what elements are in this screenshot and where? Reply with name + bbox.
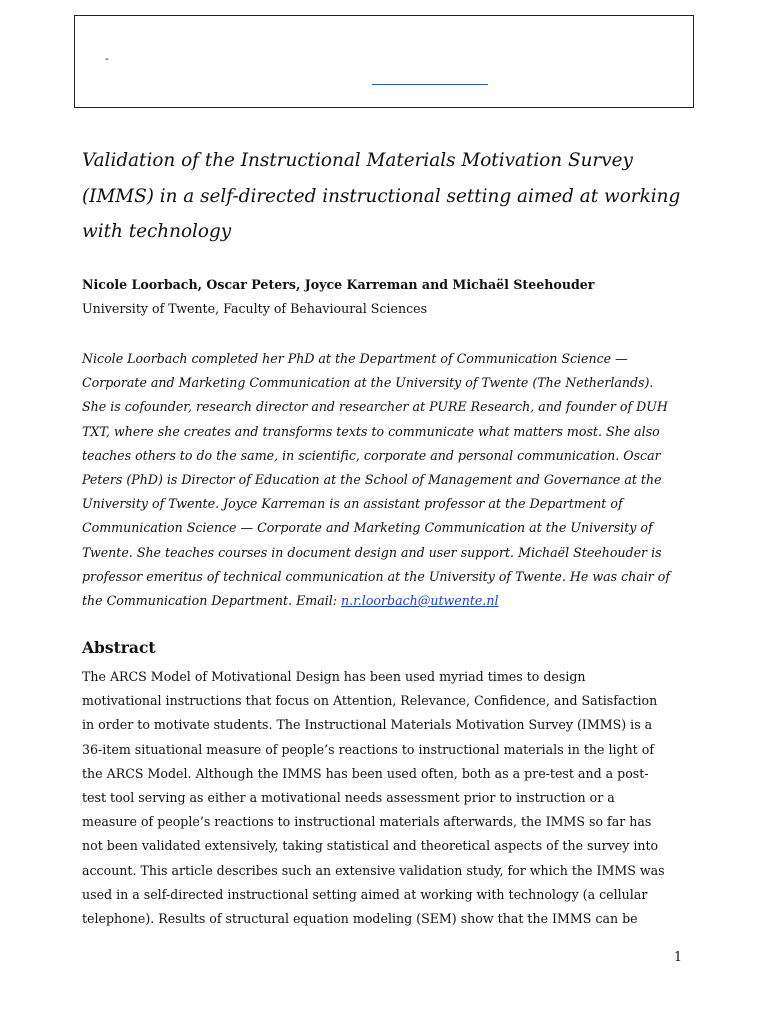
bio-line: teaches others to do the same, in scientific, corporate and personal communication. Oscar — [82, 447, 661, 463]
bio-line: University of Twente. Joyce Karreman is an assistant professor at the Department of — [82, 496, 623, 512]
bio-line: Twente. She teaches courses in document design and user support. Michaël Steehouder is — [82, 544, 662, 560]
abstract-line: the ARCS Model. Although the IMMS has been used often, both as a pre-test and a post- — [82, 765, 649, 781]
bio-email-prefix: the Communication Department. Email: — [82, 592, 342, 608]
abstract-heading: Abstract — [82, 638, 156, 657]
author-bio — [82, 347, 682, 613]
abstract-line: 36-item situational measure of people’s reactions to instructional materials in the light of — [82, 741, 654, 757]
paper-title: Validation of the Instructional Materials Motivation Survey (IMMS) in a self-directed instructional setting aimed at working with technology — [82, 150, 681, 242]
abstract-line: not been validated extensively, taking statistical and theoretical aspects of the survey into — [82, 838, 659, 854]
abstract-body — [82, 665, 687, 931]
header-box — [74, 15, 694, 108]
email-link[interactable]: n.r.loorbach@utwente.nl — [341, 592, 499, 608]
bio-line: She is cofounder, research director and researcher at PURE Research, and founder of DUH — [82, 399, 668, 415]
bio-line: TXT, where she creates and transforms texts to communicate what matters most. She also — [82, 423, 660, 439]
bio-line: Nicole Loorbach completed her PhD at the Department of Communication Science — — [82, 351, 628, 366]
abstract-line: used in a self-directed instructional setting aimed at working with technology (a cellular — [82, 886, 648, 902]
bio-line: Communication Science — Corporate and Marketing Communication at the University of — [82, 520, 653, 536]
header-dash: - — [105, 52, 109, 65]
abstract-line: in order to motivate students. The Instructional Materials Motivation Survey (IMMS) is a — [82, 717, 653, 733]
author-list: Nicole Loorbach, Oscar Peters, Joyce Karreman and Michaël Steehouder — [82, 277, 595, 292]
page-number: 1 — [674, 949, 683, 964]
abstract-line: The ARCS Model of Motivational Design has been used myriad times to design — [82, 669, 586, 684]
author-affiliation: University of Twente, Faculty of Behavioural Sciences — [82, 301, 428, 316]
abstract-line: telephone). Results of structural equation modeling (SEM) show that the IMMS can be — [82, 910, 638, 926]
bio-last-line — [82, 589, 682, 613]
bio-line: Corporate and Marketing Communication at the University of Twente (The Netherlands). — [82, 375, 654, 391]
abstract-line: account. This article describes such an extensive validation study, for which the IMMS was — [82, 862, 665, 878]
abstract-line: measure of people’s reactions to instructional materials afterwards, the IMMS so far has — [82, 814, 652, 830]
bio-line: professor emeritus of technical communication at the University of Twente. He was chair of — [82, 568, 671, 584]
abstract-line: motivational instructions that focus on Attention, Relevance, Confidence, and Satisfaction — [82, 693, 658, 709]
bio-line: Peters (PhD) is Director of Education at the School of Management and Governance at the — [82, 471, 662, 487]
header-link-underline[interactable] — [372, 84, 488, 85]
abstract-line: test tool serving as either a motivational needs assessment prior to instruction or a — [82, 789, 615, 805]
